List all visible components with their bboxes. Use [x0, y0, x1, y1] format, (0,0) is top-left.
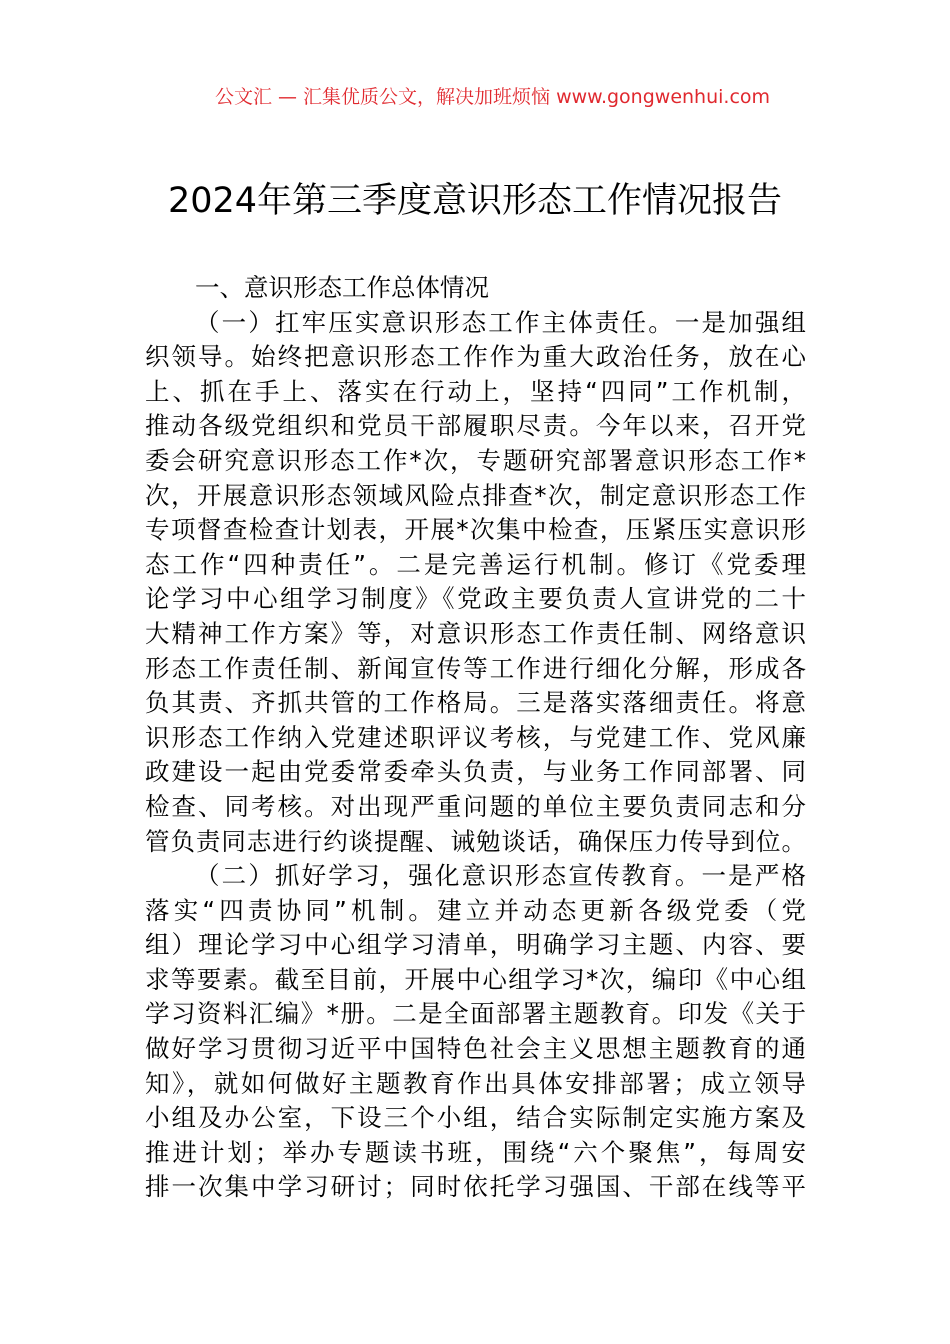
paragraph-line: 推动各级党组织和党员干部履职尽责。今年以来，召开党 [145, 411, 806, 441]
paragraph-line: 检查、同考核。对出现严重问题的单位主要负责同志和分 [145, 791, 806, 821]
paragraph-line: 落实“四责协同”机制。建立并动态更新各级党委（党 [145, 895, 806, 925]
paragraph-line: 组）理论学习中心组学习清单，明确学习主题、内容、要 [145, 930, 806, 960]
paragraph-line: 小组及办公室，下设三个小组，结合实际制定实施方案及 [145, 1103, 806, 1133]
paragraph-line: 识形态工作纳入党建述职评议考核，与党建工作、党风廉 [145, 722, 806, 752]
section-heading: 一、意识形态工作总体情况 [195, 273, 489, 302]
paragraph-line: 排一次集中学习研讨；同时依托学习强国、干部在线等平 [145, 1172, 806, 1202]
paragraph-line: 专项督查检查计划表，开展*次集中检查，压紧压实意识形 [145, 515, 806, 545]
paragraph-line: 求等要素。截至目前，开展中心组学习*次，编印《中心组 [145, 964, 806, 994]
paragraph-line: 管负责同志进行约谈提醒、诫勉谈话，确保压力传导到位。 [145, 826, 806, 856]
paragraph-line: 上、抓在手上、落实在行动上，坚持“四同”工作机制， [145, 376, 806, 406]
paragraph-line: （二）抓好学习，强化意识形态宣传教育。一是严格 [195, 861, 806, 891]
paragraph-line: 做好学习贯彻习近平中国特色社会主义思想主题教育的通 [145, 1034, 806, 1064]
paragraph-line: 政建设一起由党委常委牵头负责，与业务工作同部署、同 [145, 757, 806, 787]
paragraph-line: 学习资料汇编》*册。二是全面部署主题教育。印发《关于 [145, 999, 806, 1029]
paragraph-line: 大精神工作方案》等，对意识形态工作责任制、网络意识 [145, 618, 806, 648]
document-body [145, 271, 806, 1205]
paragraph-line: 织领导。始终把意识形态工作作为重大政治任务，放在心 [145, 342, 806, 372]
paragraph-line: 次，开展意识形态领域风险点排查*次，制定意识形态工作 [145, 480, 806, 510]
paragraph-line: 论学习中心组学习制度》《党政主要负责人宣讲党的二十 [145, 584, 806, 614]
watermark-banner: 公文汇 — 汇集优质公文，解决加班烦恼 www.gongwenhui.com [214, 86, 771, 108]
paragraph-line: 委会研究意识形态工作*次，专题研究部署意识形态工作* [145, 445, 806, 475]
paragraph-line: 知》，就如何做好主题教育作出具体安排部署；成立领导 [145, 1068, 806, 1098]
document-title: 2024年第三季度意识形态工作情况报告 [167, 181, 783, 221]
paragraph-line: （一）扛牢压实意识形态工作主体责任。一是加强组 [195, 307, 806, 337]
paragraph-line: 负其责、齐抓共管的工作格局。三是落实落细责任。将意 [145, 688, 806, 718]
paragraph-line: 态工作“四种责任”。二是完善运行机制。修订《党委理 [145, 549, 806, 579]
paragraph-line: 推进计划；举办专题读书班，围绕“六个聚焦”，每周安 [145, 1137, 806, 1167]
paragraph-line: 形态工作责任制、新闻宣传等工作进行细化分解，形成各 [145, 653, 806, 683]
